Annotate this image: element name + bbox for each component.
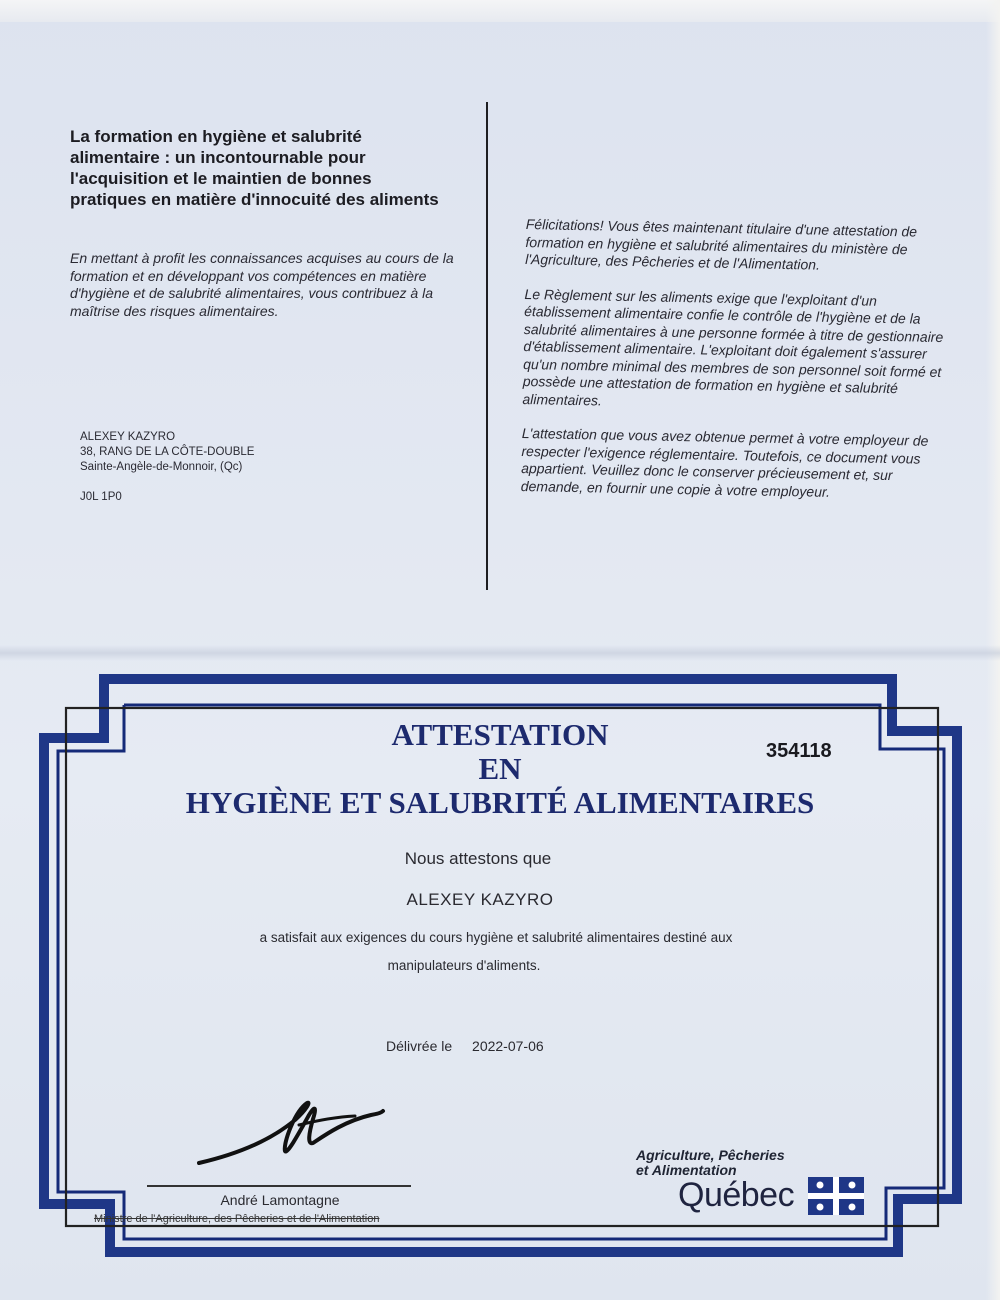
address-postal-code: J0L 1P0 [80, 491, 122, 503]
title-line-2: EN [478, 751, 522, 786]
ministry-line-2: et Alimentation [636, 1162, 737, 1178]
quebec-wordmark: Québec [678, 1176, 795, 1214]
paper-top-edge [0, 0, 1000, 22]
ownership-paragraph: L'attestation que vous avez obtenue permet à votre employeur de respecter l'exigence réglementaire. Toutefois, ce document vous appartient. Veuillez donc le conserver précieusement et, sur demande, en fournir une copie à votre employeur. [520, 424, 929, 500]
recipient-name: ALEXEY KAZYRO [406, 890, 554, 909]
regulation-paragraph: Le Règlement sur les aliments exige que l'exploitant d'un établissement alimentaire confie le contrôle de l'hygiène et de la salubrité alimentaires à une personne formée à titre de gestionnaire d'établissement alimentaire. L'exploitant doit également s'assurer qu'un nombre minimal des membres de son personnel soit formé et possède une attestation de formation en hygiène et salubrité alimentaires. [522, 285, 944, 408]
attest-text: Nous attestons que [404, 849, 552, 868]
info-right-panel [520, 216, 946, 520]
requirement-line-1: a satisfait aux exigences du cours hygiène et salubrité alimentaires destiné aux [259, 930, 733, 945]
info-headline: La formation en hygiène et salubrité alimentaire : un incontournable pour l'acquisition et le maintien de bonnes pratiques en matière d'innocuité des aliments [70, 127, 439, 209]
address-name: ALEXEY KAZYRO [80, 431, 176, 443]
congrats-paragraph: Félicitations! Vous êtes maintenant titulaire d'une attestation de formation en hygiène et salubrité alimentaires du ministère de l'Agriculture, des Pêcheries et de l'Alimentation. [525, 216, 918, 273]
panel-divider [486, 102, 488, 590]
title-line-3: HYGIÈNE ET SALUBRITÉ ALIMENTAIRES [185, 785, 815, 820]
quebec-flag-icon [808, 1177, 864, 1215]
issued-date: 2022-07-06 [472, 1038, 544, 1054]
paper-fold [0, 645, 1000, 661]
signer-name: André Lamontagne [220, 1192, 340, 1208]
signature-icon [195, 1085, 395, 1175]
info-intro: En mettant à profit les connaissances acquises au cours de la formation et en développant vos compétences en matière d'hygiène et de salubrité alimentaires, vous contribuez à la maîtrise des risques alimentaires. [70, 250, 454, 319]
address-city: Sainte-Angèle-de-Monnoir, (Qc) [80, 461, 243, 473]
requirement-line-2: manipulateurs d'aliments. [387, 958, 541, 973]
certificate-number: 354118 [766, 740, 832, 762]
issued-label: Délivrée le [386, 1038, 453, 1054]
signature-line [147, 1185, 411, 1187]
ministry-line-1: Agriculture, Pêcheries [636, 1147, 785, 1163]
title-line-1: ATTESTATION [391, 717, 609, 752]
signer-title: Ministre de l'Agriculture, des Pêcheries et de l'Alimentation [94, 1213, 380, 1225]
certificate-title [140, 718, 860, 820]
ministry-name [636, 1148, 876, 1178]
mailing-address [80, 430, 340, 505]
issued-row [386, 1038, 544, 1054]
address-street: 38, RANG DE LA CÔTE-DOUBLE [80, 446, 255, 458]
